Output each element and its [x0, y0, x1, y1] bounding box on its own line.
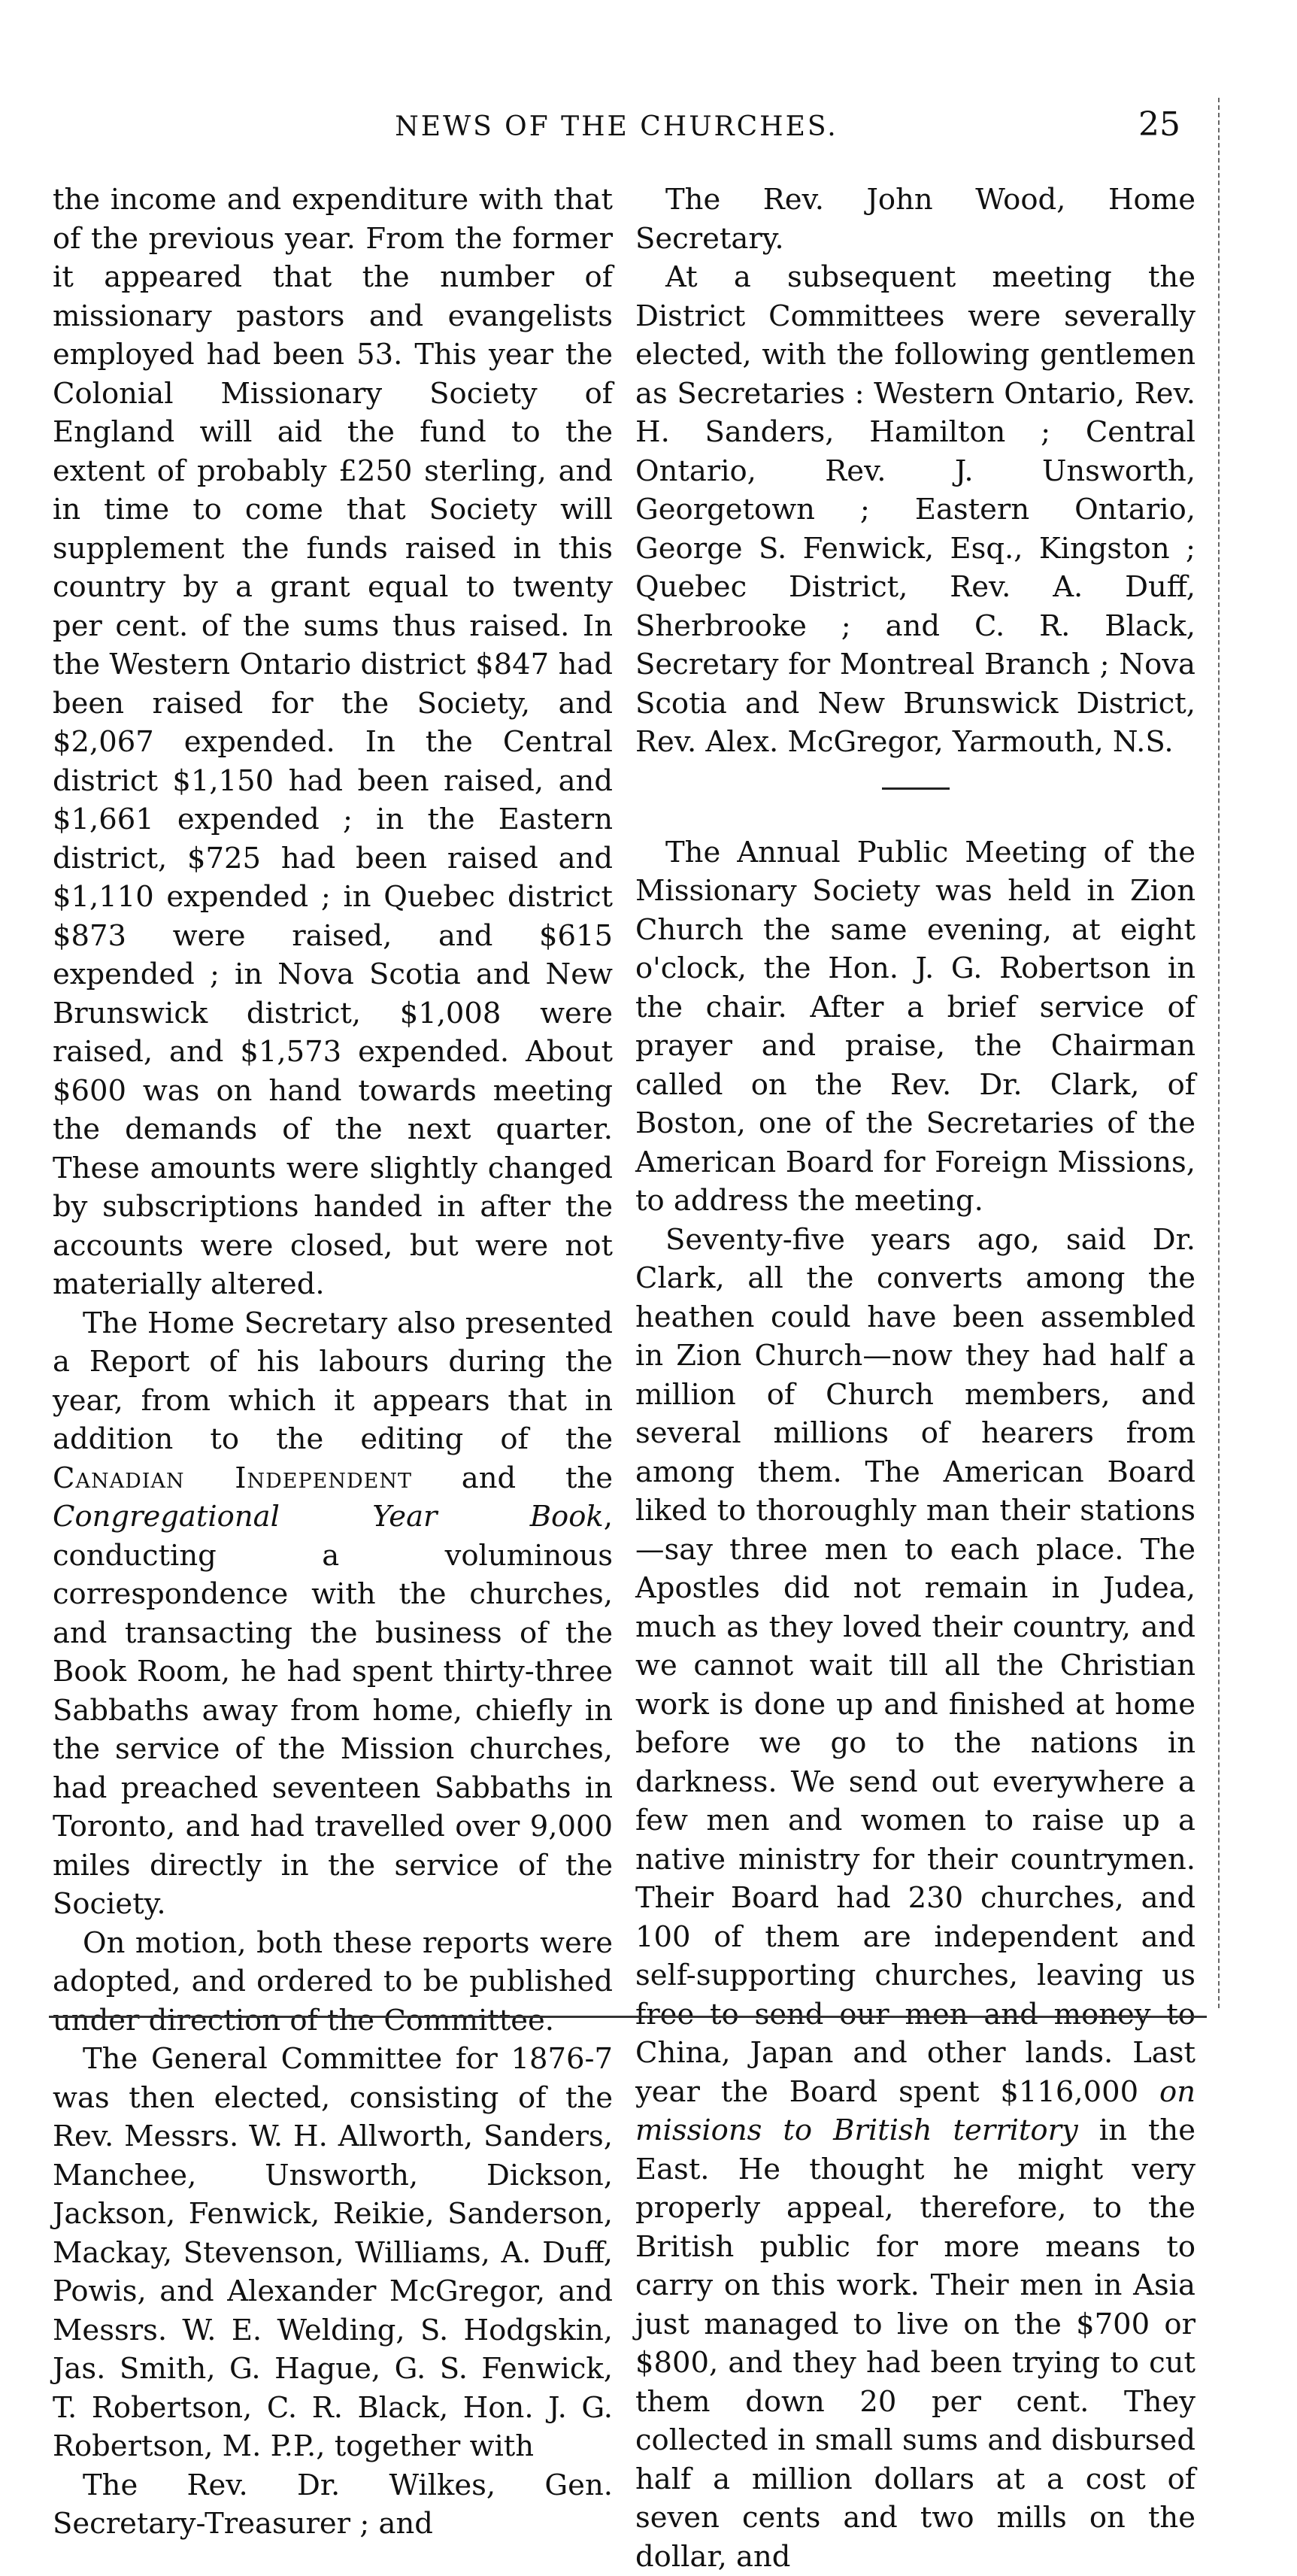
- section-separator: [882, 787, 950, 790]
- footer-rule: [49, 2016, 1207, 2018]
- publication-title: Congregational Year Book: [53, 1500, 604, 1534]
- running-title: NEWS OF THE CHURCHES.: [53, 111, 1180, 142]
- paragraph-motion: On motion, both these reports were adopted, and ordered to be published under direction of the Committee.: [53, 1924, 613, 2040]
- text-segment: , conducting a voluminous correspondence with the churches, and transacting the business of the Book Room, he had spent thirty-three Sabbaths away from home, chiefly in the service of the Mission churches, had preached seventeen Sabbaths in Toronto, and had travelled over 9,000 miles directly in the service of the Society.: [53, 1500, 613, 1921]
- page-number: 25: [1138, 105, 1180, 144]
- paragraph-home-secretary: The Rev. John Wood, Home Secretary.: [635, 181, 1195, 258]
- paragraph-annual-meeting: The Annual Public Meeting of the Missionary Society was held in Zion Church the same evening, at eight o'clock, the Hon. J. G. Robertson in the chair. After a brief service of prayer and praise, the Chairman called on the Rev. Dr. Clark, of Boston, one of the Secretaries of the American Board for Foreign Missions, to address the meeting.: [635, 833, 1195, 1221]
- paragraph-home-secretary-report: [53, 1304, 613, 1924]
- text-segment: in the East. He thought he might very properly appeal, therefore, to the British public for more means to carry on this work. Their men in Asia just managed to live on the $700 or $800, and they had been trying to cut them down 20 per cent. They collected in small sums and disbursed half a million dollars at a cost of seven cents and two mills on the dollar, and: [635, 2113, 1195, 2574]
- paragraph-secretary-treasurer: The Rev. Dr. Wilkes, Gen. Secretary-Treasurer ; and: [53, 2466, 613, 2544]
- left-column: [53, 181, 613, 2544]
- paragraph-dr-clark-address: [635, 1221, 1195, 2576]
- paragraph-finances: the income and expenditure with that of the previous year. From the former it appeared that the number of missionary pastors and evangelists employed had been 53. This year the Colonial Missionary Society of England will aid the fund to the extent of probably £250 sterling, and in time to come that Society will supplement the funds raised in this country by a grant equal to twenty per cent. of the sums thus raised. In the Western Ontario district $847 had been raised for the Society, and $2,067 expended. In the Central district $1,150 had been raised, and $1,661 expended ; in the Eastern district, $725 had been raised and $1,110 expended ; in Quebec district $873 were raised, and $615 expended ; in Nova Scotia and New Brunswick district, $1,008 were raised, and $1,573 expended. About $600 was on hand towards meeting the demands of the next quarter. These amounts were slightly changed by subscriptions handed in after the accounts were closed, but were not materially altered.: [53, 181, 613, 1304]
- paragraph-district-committees: At a subsequent meeting the District Committees were severally elected, with the following gentlemen as Secretaries : Western Ontario, Rev. H. Sanders, Hamilton ; Central Ontario, Rev. J. Unsworth, Georgetown ; Eastern Ontario, George S. Fenwick, Esq., Kingston ; Quebec District, Rev. A. Duff, Sherbrooke ; and C. R. Black, Secretary for Montreal Branch ; Nova Scotia and New Brunswick District, Rev. Alex. McGregor, Yarmouth, N.S.: [635, 258, 1195, 762]
- paragraph-general-committee: The General Committee for 1876-7 was then elected, consisting of the Rev. Messrs. W. H. Allworth, Sanders, Manchee, Unsworth, Dickson, Jackson, Fenwick, Reikie, Sanderson, Mackay, Stevenson, Williams, A. Duff, Powis, and Alexander McGregor, and Messrs. W. E. Welding, S. Hodgskin, Jas. Smith, G. Hague, G. S. Fenwick, T. Robertson, C. R. Black, Hon. J. G. Robertson, M. P.P., together with: [53, 2040, 613, 2466]
- right-column: [635, 181, 1195, 2576]
- page-header: [53, 105, 1180, 150]
- text-segment: and the: [412, 1461, 613, 1495]
- emphasis-text: on missions to British territory: [635, 2075, 1195, 2148]
- text-segment: Seventy-five years ago, said Dr. Clark, all the converts among the heathen could have been assembled in Zion Church—now they had half a million of Church members, and several millions of hearers from among them. The American Board liked to thoroughly man their stations—say three men to each place. The Apostles did not remain in Judea, much as they loved their country, and we cannot wait till all the Christian work is done up and finished at home before we go to the nations in darkness. We send out everywhere a few men and women to raise up a native ministry for their countrymen. Their Board had 230 churches, and 100 of them are independent and self-supporting churches, leaving us free to send our men and money to China, Japan and other lands. Last year the Board spent $116,000: [635, 1223, 1195, 2109]
- page-edge-line: [1218, 98, 1220, 2008]
- text-segment: The Home Secretary also presented a Report of his labours during the year, from which it appears that in addition to the editing of the: [53, 1306, 613, 1457]
- publication-name: Canadian Independent: [53, 1461, 412, 1495]
